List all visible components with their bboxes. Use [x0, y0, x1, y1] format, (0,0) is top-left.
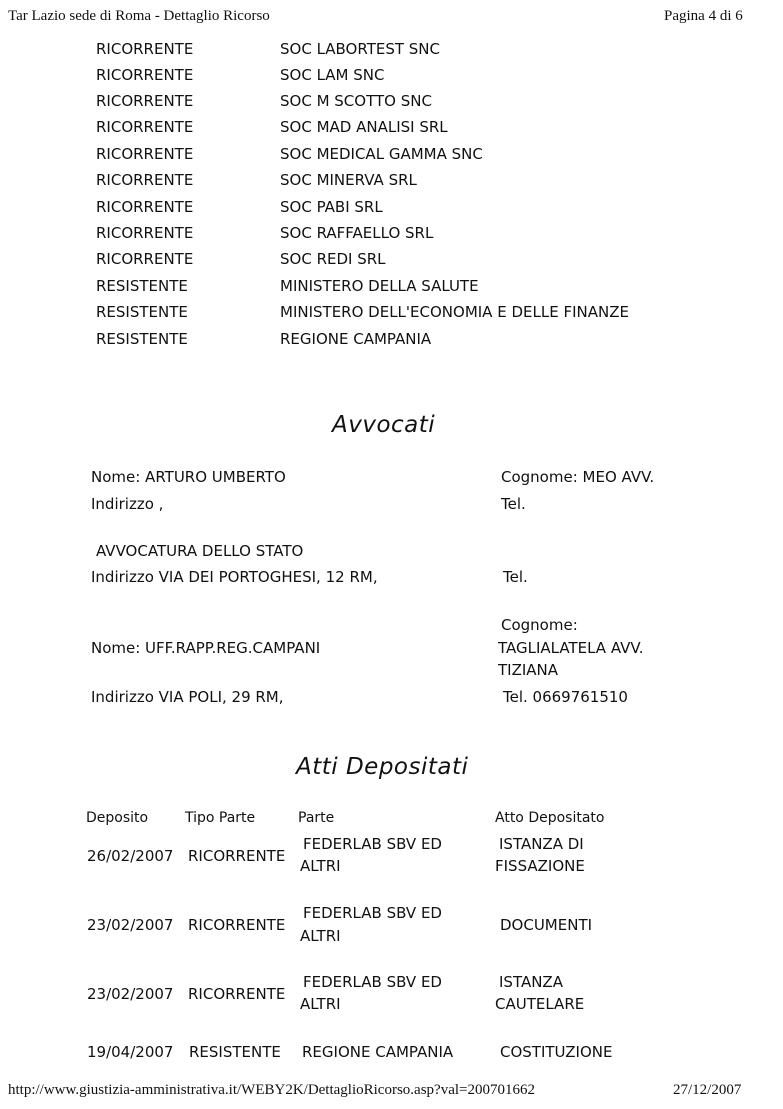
lawyer-address: Indirizzo ,: [91, 495, 164, 513]
deposit-party-type: RICORRENTE: [188, 985, 286, 1003]
deposit-party: ALTRI: [300, 857, 341, 875]
deposit-party-type: RICORRENTE: [188, 916, 286, 934]
party-role: RICORRENTE: [96, 66, 194, 84]
party-name: SOC RAFFAELLO SRL: [280, 224, 434, 242]
deposit-date: 23/02/2007: [87, 916, 174, 934]
lawyer-name: Nome: ARTURO UMBERTO: [91, 468, 286, 486]
deposit-party: FEDERLAB SBV ED: [303, 904, 442, 922]
party-role: RICORRENTE: [96, 250, 194, 268]
column-header-act: Atto Depositato: [495, 810, 605, 826]
party-role: RICORRENTE: [96, 92, 194, 110]
page-number: Pagina 4 di 6: [664, 8, 743, 24]
deposit-party: REGIONE CAMPANIA: [302, 1043, 454, 1061]
lawyers-section-title: Avvocati: [332, 412, 436, 438]
footer-url: http://www.giustizia-amministrativa.it/WEBY2K/DettaglioRicorso.asp?val=200701662: [8, 1082, 535, 1098]
header-title: Tar Lazio sede di Roma - Dettaglio Ricorso: [8, 8, 270, 24]
party-name: SOC MINERVA SRL: [280, 171, 417, 189]
deposit-party: ALTRI: [300, 995, 341, 1013]
lawyer-surname-value: TAGLIALATELA AVV.: [498, 639, 644, 657]
party-name: MINISTERO DELL'ECONOMIA E DELLE FINANZE: [280, 303, 629, 321]
party-name: SOC LAM SNC: [280, 66, 385, 84]
lawyer-surname: Cognome: MEO AVV.: [501, 468, 655, 486]
party-role: RESISTENTE: [96, 330, 188, 348]
party-role: RICORRENTE: [96, 40, 194, 58]
lawyer-tel: Tel. 0669761510: [503, 688, 628, 706]
deposit-date: 23/02/2007: [87, 985, 174, 1003]
lawyer-surname-label: Cognome:: [501, 616, 578, 634]
deposit-party: FEDERLAB SBV ED: [303, 835, 442, 853]
party-name: MINISTERO DELLA SALUTE: [280, 277, 479, 295]
party-name: SOC LABORTEST SNC: [280, 40, 441, 58]
deposits-section-title: Atti Depositati: [296, 754, 469, 780]
party-role: RESISTENTE: [96, 303, 188, 321]
party-name: REGIONE CAMPANIA: [280, 330, 432, 348]
party-role: RICORRENTE: [96, 145, 194, 163]
footer-date: 27/12/2007: [673, 1082, 742, 1098]
column-header-date: Deposito: [86, 810, 149, 826]
party-name: SOC PABI SRL: [280, 198, 383, 216]
lawyer-address: Indirizzo VIA DEI PORTOGHESI, 12 RM,: [91, 568, 378, 586]
party-role: RICORRENTE: [96, 118, 194, 136]
party-role: RICORRENTE: [96, 198, 194, 216]
party-role: RICORRENTE: [96, 224, 194, 242]
column-header-party-type: Tipo Parte: [185, 810, 256, 826]
deposit-date: 19/04/2007: [87, 1043, 174, 1061]
deposit-party-type: RICORRENTE: [188, 847, 286, 865]
lawyer-tel: Tel.: [503, 568, 528, 586]
deposit-party: FEDERLAB SBV ED: [303, 973, 442, 991]
lawyer-surname-value: TIZIANA: [498, 661, 559, 679]
deposit-act: DOCUMENTI: [500, 916, 593, 934]
deposit-party-type: RESISTENTE: [189, 1043, 281, 1061]
party-name: SOC MAD ANALISI SRL: [280, 118, 448, 136]
deposit-date: 26/02/2007: [87, 847, 174, 865]
deposit-act: ISTANZA: [499, 973, 563, 991]
deposit-party: ALTRI: [300, 927, 341, 945]
deposit-act: ISTANZA DI: [499, 835, 584, 853]
deposit-act: CAUTELARE: [495, 995, 585, 1013]
lawyer-address: Indirizzo VIA POLI, 29 RM,: [91, 688, 284, 706]
deposit-act: FISSAZIONE: [495, 857, 585, 875]
party-role: RICORRENTE: [96, 171, 194, 189]
party-name: SOC MEDICAL GAMMA SNC: [280, 145, 483, 163]
party-name: SOC M SCOTTO SNC: [280, 92, 432, 110]
lawyer-tel: Tel.: [501, 495, 526, 513]
lawyer-organization: AVVOCATURA DELLO STATO: [96, 542, 304, 560]
column-header-party: Parte: [298, 810, 335, 826]
party-role: RESISTENTE: [96, 277, 188, 295]
party-name: SOC REDI SRL: [280, 250, 386, 268]
deposit-act: COSTITUZIONE: [500, 1043, 613, 1061]
lawyer-name: Nome: UFF.RAPP.REG.CAMPANI: [91, 639, 321, 657]
